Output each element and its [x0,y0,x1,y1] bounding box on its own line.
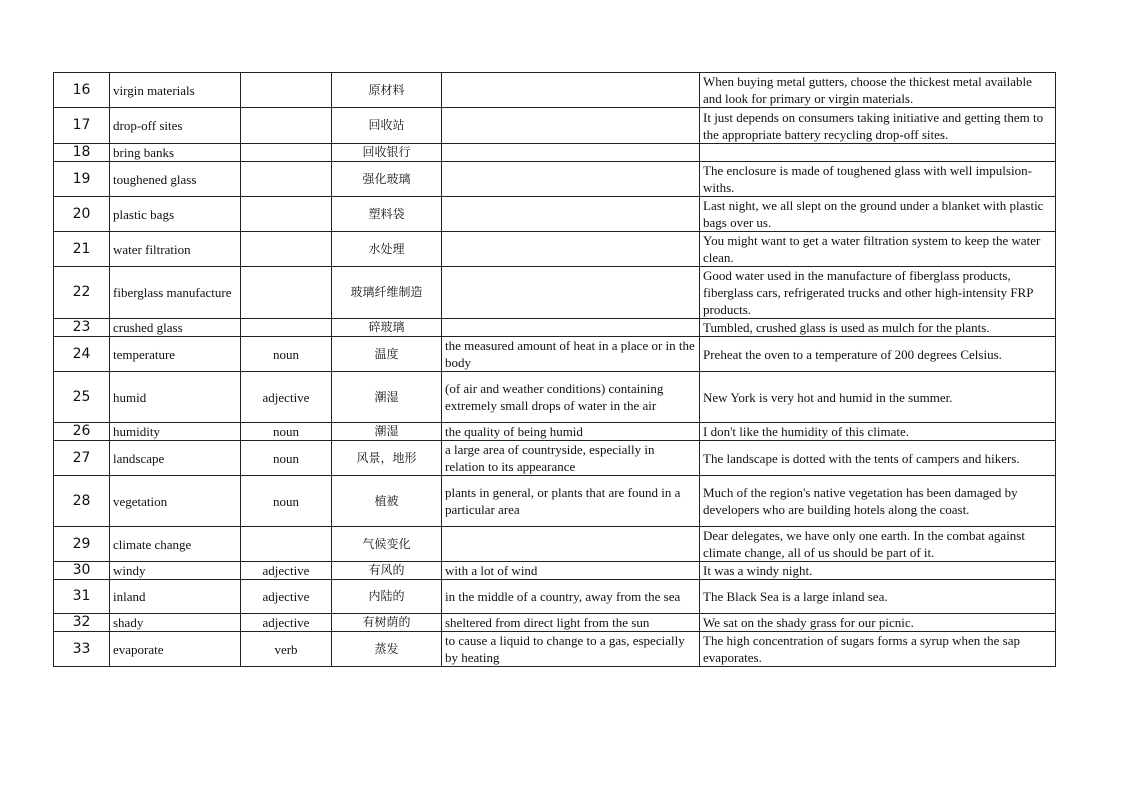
example-sentence-cell: Last night, we all slept on the ground under a blanket with plastic bags over us. [700,197,1056,232]
chinese-translation-cell: 有树荫的 [332,614,442,632]
example-sentence-cell: You might want to get a water filtration system to keep the water clean. [700,232,1056,267]
chinese-translation-cell: 潮湿 [332,372,442,423]
row-number-cell: 29 [54,527,110,562]
definition-cell [442,144,700,162]
row-number-cell: 20 [54,197,110,232]
chinese-translation-cell: 蒸发 [332,632,442,667]
term-cell: plastic bags [110,197,241,232]
definition-cell [442,73,700,108]
chinese-translation-cell: 水处理 [332,232,442,267]
part-of-speech-cell [241,73,332,108]
table-row [54,562,1056,580]
definition-cell [442,232,700,267]
chinese-translation-cell: 原材料 [332,73,442,108]
part-of-speech-cell: adjective [241,614,332,632]
definition-cell: with a lot of wind [442,562,700,580]
chinese-translation-cell: 潮湿 [332,423,442,441]
row-number-cell: 17 [54,108,110,144]
part-of-speech-cell [241,527,332,562]
example-sentence-cell: When buying metal gutters, choose the thickest metal available and look for primary or virgin materials. [700,73,1056,108]
chinese-translation-cell: 植被 [332,476,442,527]
term-cell: inland [110,580,241,614]
example-sentence-cell: Dear delegates, we have only one earth. In the combat against climate change, all of us should be part of it. [700,527,1056,562]
term-cell: humid [110,372,241,423]
part-of-speech-cell [241,162,332,197]
example-sentence-cell: The landscape is dotted with the tents of campers and hikers. [700,441,1056,476]
example-sentence-cell: It just depends on consumers taking initiative and getting them to the appropriate battery recycling drop-off sites. [700,108,1056,144]
row-number-cell: 30 [54,562,110,580]
chinese-translation-cell: 回收站 [332,108,442,144]
table-row [54,614,1056,632]
term-cell: fiberglass manufacture [110,267,241,319]
term-cell: water filtration [110,232,241,267]
table-row [54,108,1056,144]
example-sentence-cell: Tumbled, crushed glass is used as mulch for the plants. [700,319,1056,337]
definition-cell [442,108,700,144]
chinese-translation-cell: 玻璃纤维制造 [332,267,442,319]
row-number-cell: 25 [54,372,110,423]
row-number-cell: 23 [54,319,110,337]
definition-cell: in the middle of a country, away from the sea [442,580,700,614]
chinese-translation-cell: 强化玻璃 [332,162,442,197]
row-number-cell: 33 [54,632,110,667]
example-sentence-cell: The enclosure is made of toughened glass with well impulsion-withs. [700,162,1056,197]
example-sentence-cell: The high concentration of sugars forms a syrup when the sap evaporates. [700,632,1056,667]
definition-cell: the quality of being humid [442,423,700,441]
term-cell: shady [110,614,241,632]
definition-cell [442,527,700,562]
term-cell: humidity [110,423,241,441]
example-sentence-cell: Preheat the oven to a temperature of 200 degrees Celsius. [700,337,1056,372]
definition-cell: to cause a liquid to change to a gas, especially by heating [442,632,700,667]
term-cell: drop-off sites [110,108,241,144]
row-number-cell: 24 [54,337,110,372]
definition-cell: plants in general, or plants that are found in a particular area [442,476,700,527]
part-of-speech-cell [241,267,332,319]
table-row [54,372,1056,423]
definition-cell [442,267,700,319]
term-cell: virgin materials [110,73,241,108]
definition-cell: sheltered from direct light from the sun [442,614,700,632]
part-of-speech-cell: noun [241,441,332,476]
example-sentence-cell: The Black Sea is a large inland sea. [700,580,1056,614]
part-of-speech-cell [241,144,332,162]
part-of-speech-cell: noun [241,337,332,372]
term-cell: bring banks [110,144,241,162]
part-of-speech-cell [241,232,332,267]
row-number-cell: 19 [54,162,110,197]
vocabulary-table [53,72,1056,667]
table-row [54,162,1056,197]
chinese-translation-cell: 回收银行 [332,144,442,162]
term-cell: temperature [110,337,241,372]
chinese-translation-cell: 碎玻璃 [332,319,442,337]
definition-cell [442,197,700,232]
example-sentence-cell: Good water used in the manufacture of fiberglass products, fiberglass cars, refrigerated trucks and other high-intensity FRP products. [700,267,1056,319]
part-of-speech-cell: noun [241,423,332,441]
table-row [54,267,1056,319]
table-row [54,476,1056,527]
definition-cell: (of air and weather conditions) containing extremely small drops of water in the air [442,372,700,423]
table-row [54,337,1056,372]
table-row [54,632,1056,667]
chinese-translation-cell: 有风的 [332,562,442,580]
term-cell: windy [110,562,241,580]
part-of-speech-cell: adjective [241,580,332,614]
definition-cell [442,319,700,337]
example-sentence-cell: It was a windy night. [700,562,1056,580]
term-cell: landscape [110,441,241,476]
term-cell: toughened glass [110,162,241,197]
table-row [54,580,1056,614]
example-sentence-cell: New York is very hot and humid in the summer. [700,372,1056,423]
definition-cell [442,162,700,197]
row-number-cell: 22 [54,267,110,319]
part-of-speech-cell [241,108,332,144]
part-of-speech-cell: adjective [241,372,332,423]
row-number-cell: 26 [54,423,110,441]
table-row [54,232,1056,267]
definition-cell: a large area of countryside, especially in relation to its appearance [442,441,700,476]
example-sentence-cell: I don't like the humidity of this climate. [700,423,1056,441]
table-row [54,197,1056,232]
definition-cell: the measured amount of heat in a place or in the body [442,337,700,372]
example-sentence-cell [700,144,1056,162]
part-of-speech-cell: adjective [241,562,332,580]
table-row [54,319,1056,337]
row-number-cell: 28 [54,476,110,527]
example-sentence-cell: Much of the region's native vegetation has been damaged by developers who are building hotels along the coast. [700,476,1056,527]
part-of-speech-cell: verb [241,632,332,667]
part-of-speech-cell [241,319,332,337]
row-number-cell: 27 [54,441,110,476]
part-of-speech-cell [241,197,332,232]
row-number-cell: 32 [54,614,110,632]
table-row [54,73,1056,108]
table-row [54,423,1056,441]
vocabulary-table-body [54,73,1056,667]
chinese-translation-cell: 内陆的 [332,580,442,614]
term-cell: climate change [110,527,241,562]
example-sentence-cell: We sat on the shady grass for our picnic. [700,614,1056,632]
chinese-translation-cell: 温度 [332,337,442,372]
term-cell: vegetation [110,476,241,527]
chinese-translation-cell: 风景，地形 [332,441,442,476]
row-number-cell: 21 [54,232,110,267]
term-cell: evaporate [110,632,241,667]
row-number-cell: 18 [54,144,110,162]
chinese-translation-cell: 气候变化 [332,527,442,562]
term-cell: crushed glass [110,319,241,337]
chinese-translation-cell: 塑料袋 [332,197,442,232]
table-row [54,441,1056,476]
table-row [54,144,1056,162]
table-row [54,527,1056,562]
row-number-cell: 16 [54,73,110,108]
part-of-speech-cell: noun [241,476,332,527]
row-number-cell: 31 [54,580,110,614]
